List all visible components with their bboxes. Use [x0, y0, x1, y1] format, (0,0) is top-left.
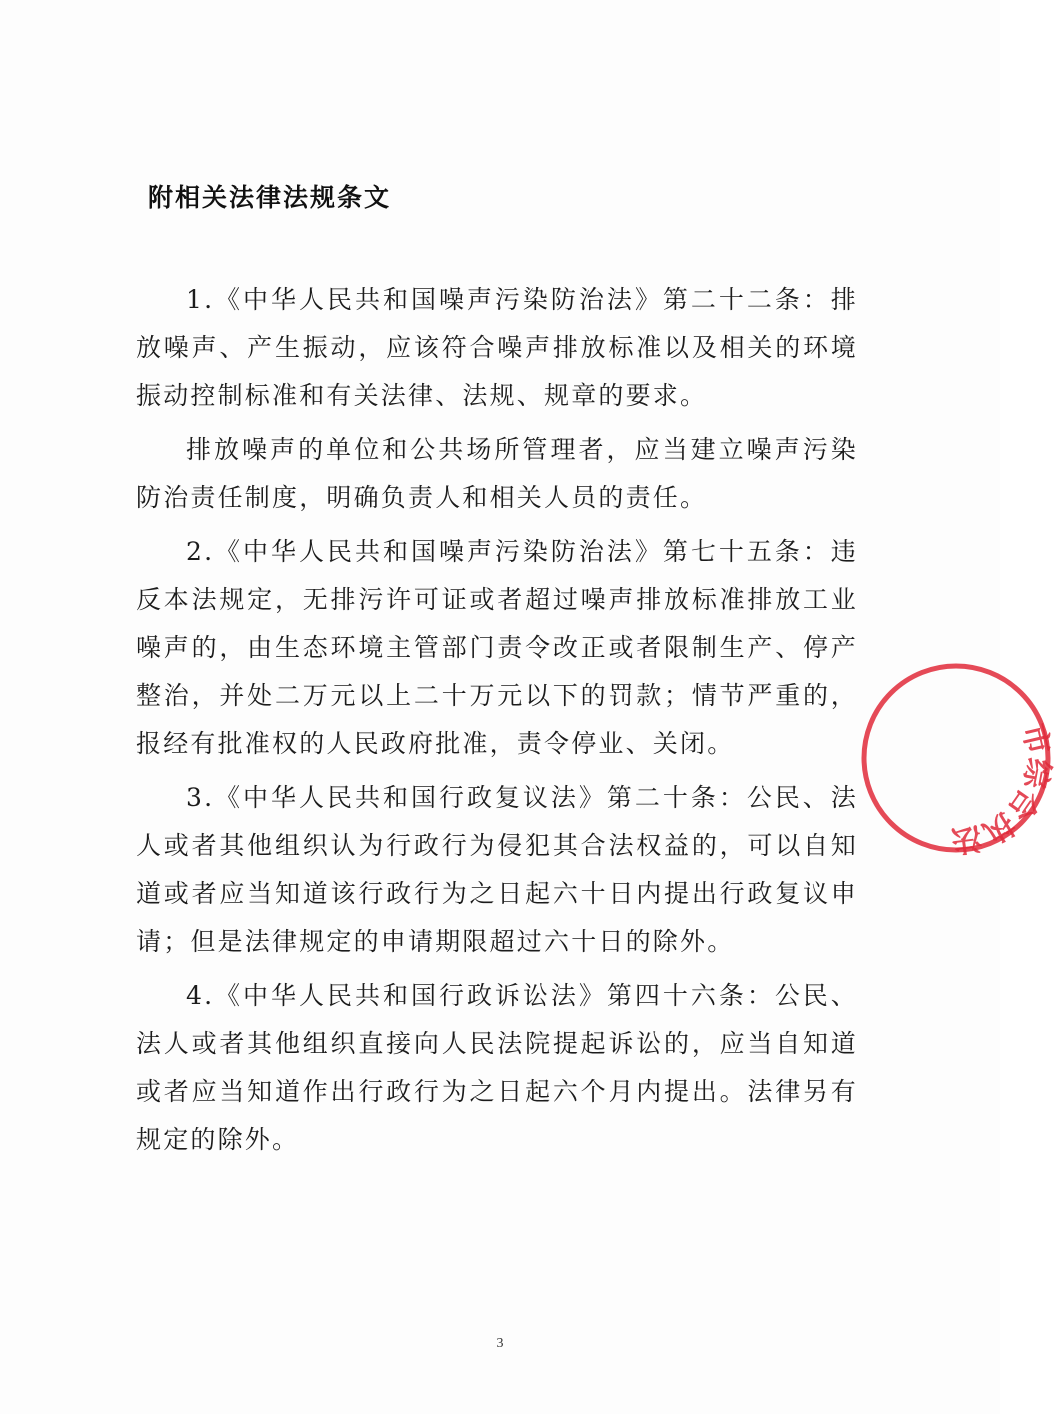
law-article-4: 4.《中华人民共和国行政诉讼法》第四十六条：公民、法人或者其他组织直接向人民法院提起诉讼的，应当自知道或者应当知道作出行政行为之日起六个月内提出。法律另有规定的除外。	[136, 981, 858, 1154]
page-number: 3	[496, 1336, 504, 1351]
seal-icon	[856, 658, 1056, 858]
law-article-1: 1.《中华人民共和国噪声污染防治法》第二十二条：排放噪声、产生振动，应该符合噪声排放标准以及相关的环境振动控制标准和有关法律、法规、规章的要求。	[136, 285, 858, 410]
seal-text: 市综合执法	[949, 720, 1056, 858]
law-article-3: 3.《中华人民共和国行政复议法》第二十条：公民、法人或者其他组织认为行政行为侵犯其合法权益的，可以自知道或者应当知道该行政行为之日起六十日内提出行政复议申请；但是法律规定的申请期限超过六十日的除外。	[136, 783, 858, 956]
law-article-1-continuation: 排放噪声的单位和公共场所管理者，应当建立噪声污染防治责任制度，明确负责人和相关人员的责任。	[136, 435, 858, 512]
law-article-2: 2.《中华人民共和国噪声污染防治法》第七十五条：违反本法规定，无排污许可证或者超过噪声排放标准排放工业噪声的，由生态环境主管部门责令改正或者限制生产、停产整治，并处二万元以上二十万元以下的罚款；情节严重的，报经有批准权的人民政府批准，责令停业、关闭。	[136, 537, 858, 758]
document-heading: 附相关法律法规条文	[148, 183, 392, 212]
official-seal-stamp	[856, 658, 1056, 858]
document-body	[136, 276, 858, 1170]
